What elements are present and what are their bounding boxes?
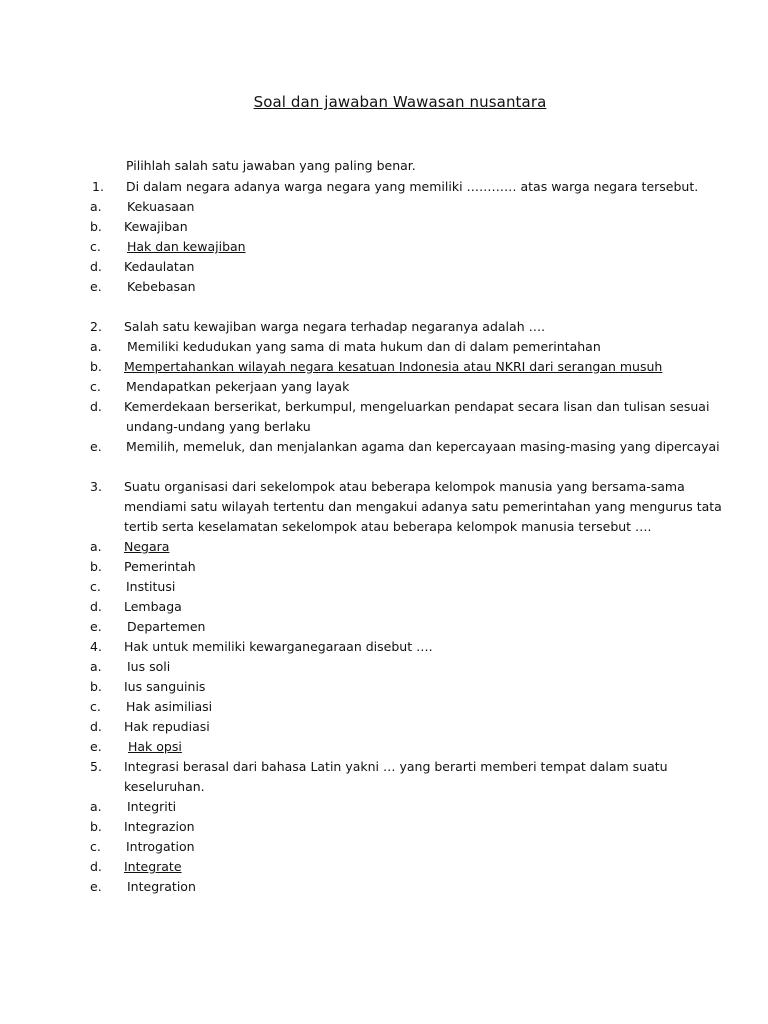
document-title: Soal dan jawaban Wawasan nusantara [253,93,547,111]
option-label: d. [90,599,102,614]
option-text: undang-undang yang berlaku [126,419,311,434]
correct-answer: Hak opsi [128,739,182,754]
option-label: b. [90,679,102,694]
correct-answer: Mempertahankan wilayah negara kesatuan Indonesia atau NKRI dari serangan musuh [124,359,663,374]
question-text: Hak untuk memiliki kewarganegaraan disebut …. [124,639,433,654]
question-number: 3. [90,479,102,494]
option-text: Departemen [127,619,206,634]
instruction: Pilihlah salah satu jawaban yang paling benar. [126,158,416,173]
question-text: Integrasi berasal dari bahasa Latin yakni … yang berarti memberi tempat dalam suatu [124,759,668,774]
option-text: Pemerintah [124,559,196,574]
option-label: c. [90,579,101,594]
option-text: Hak asimiliasi [126,699,213,714]
question-text: mendiami satu wilayah tertentu dan mengakui adanya satu pemerintahan yang mengurus tata [124,499,722,514]
option-label: e. [90,439,102,454]
option-text: Mendapatkan pekerjaan yang layak [126,379,350,394]
option-text: Hak repudiasi [124,719,210,734]
option-label: b. [90,219,102,234]
option-text: Kemerdekaan berserikat, berkumpul, mengeluarkan pendapat secara lisan dan tulisan sesuai [124,399,710,414]
option-label: b. [90,819,102,834]
option-text: Institusi [126,579,176,594]
option-label: a. [90,659,102,674]
question-text: tertib serta keselamatan sekelompok atau beberapa kelompok manusia tersebut …. [124,519,652,534]
question-number: 1. [92,179,104,194]
option-label: d. [90,719,102,734]
option-label: c. [90,839,101,854]
correct-answer: Negara [124,539,170,554]
question-text: keseluruhan. [124,779,205,794]
correct-answer: Hak dan kewajiban [127,239,246,254]
option-text: Lembaga [124,599,182,614]
option-text: Integriti [127,799,177,814]
question-text: Di dalam negara adanya warga negara yang memiliki ………… atas warga negara tersebut. [126,179,699,194]
option-text: Memilih, memeluk, dan menjalankan agama dan kepercayaan masing-masing yang dipercayai [126,439,720,454]
option-label: b. [90,359,102,374]
option-label: a. [90,799,102,814]
option-label: d. [90,859,102,874]
question-text: Suatu organisasi dari sekelompok atau beberapa kelompok manusia yang bersama-sama [124,479,685,494]
option-text: Kekuasaan [127,199,195,214]
option-label: e. [90,279,102,294]
option-text: Introgation [126,839,195,854]
option-label: b. [90,559,102,574]
option-label: e. [90,879,102,894]
option-label: d. [90,399,102,414]
option-text: Memiliki kedudukan yang sama di mata hukum dan di dalam pemerintahan [127,339,601,354]
question-text: Salah satu kewajiban warga negara terhadap negaranya adalah …. [124,319,546,334]
option-text: Integrazion [124,819,195,834]
option-text: Kedaulatan [124,259,195,274]
option-text: Ius soli [127,659,171,674]
question-number: 4. [90,639,102,654]
question-number: 5. [90,759,102,774]
option-text: Kewajiban [124,219,188,234]
option-label: a. [90,199,102,214]
option-label: c. [90,379,101,394]
option-label: a. [90,539,102,554]
option-label: a. [90,339,102,354]
question-number: 2. [90,319,102,334]
option-text: Ius sanguinis [124,679,206,694]
option-label: d. [90,259,102,274]
option-label: e. [90,739,102,754]
option-label: c. [90,239,101,254]
option-label: c. [90,699,101,714]
option-text: Kebebasan [127,279,196,294]
option-text: Integration [127,879,196,894]
option-label: e. [90,619,102,634]
correct-answer: Integrate [124,859,182,874]
